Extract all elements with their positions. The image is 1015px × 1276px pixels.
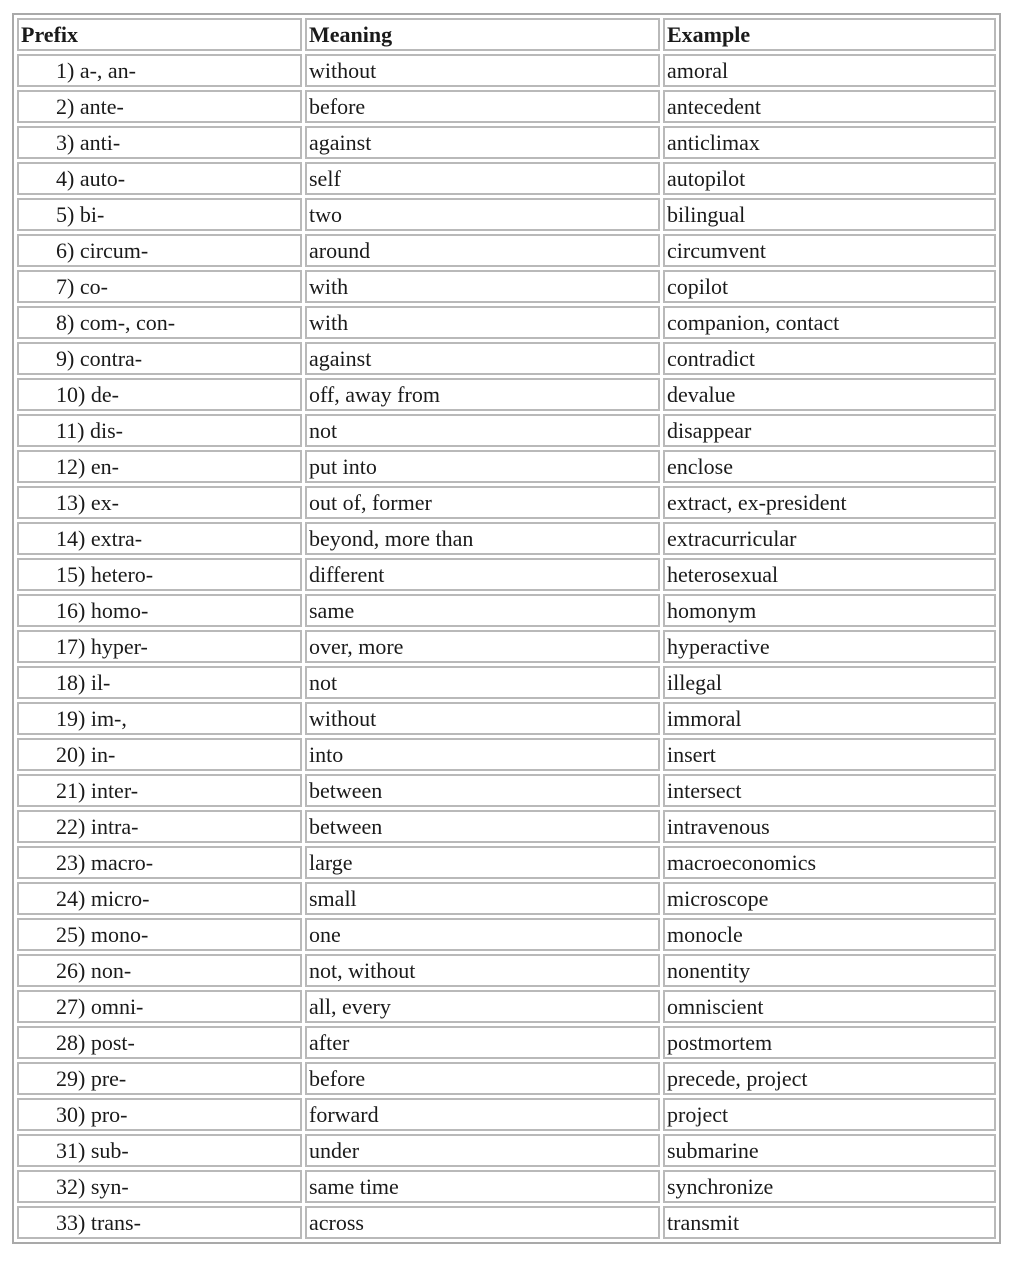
table-row xyxy=(17,234,996,267)
prefix-cell: 26) non- xyxy=(17,954,302,987)
example-cell: intravenous xyxy=(663,810,996,843)
meaning-cell: against xyxy=(305,126,660,159)
table-row xyxy=(17,846,996,879)
table-row xyxy=(17,810,996,843)
table-row xyxy=(17,1170,996,1203)
meaning-cell: before xyxy=(305,90,660,123)
prefix-cell: 14) extra- xyxy=(17,522,302,555)
meaning-cell: across xyxy=(305,1206,660,1239)
example-cell: circumvent xyxy=(663,234,996,267)
example-cell: intersect xyxy=(663,774,996,807)
prefix-cell: 9) contra- xyxy=(17,342,302,375)
example-cell: transmit xyxy=(663,1206,996,1239)
table-row xyxy=(17,450,996,483)
example-cell: anticlimax xyxy=(663,126,996,159)
example-cell: disappear xyxy=(663,414,996,447)
table-row xyxy=(17,702,996,735)
example-cell: copilot xyxy=(663,270,996,303)
prefix-cell: 16) homo- xyxy=(17,594,302,627)
prefix-cell: 23) macro- xyxy=(17,846,302,879)
example-cell: postmortem xyxy=(663,1026,996,1059)
example-cell: project xyxy=(663,1098,996,1131)
table-row xyxy=(17,414,996,447)
prefix-cell: 33) trans- xyxy=(17,1206,302,1239)
prefix-table xyxy=(12,13,1001,1244)
table-row xyxy=(17,738,996,771)
example-cell: illegal xyxy=(663,666,996,699)
prefix-cell: 21) inter- xyxy=(17,774,302,807)
header-prefix: Prefix xyxy=(17,18,302,51)
prefix-cell: 27) omni- xyxy=(17,990,302,1023)
example-cell: companion, contact xyxy=(663,306,996,339)
prefix-cell: 3) anti- xyxy=(17,126,302,159)
example-cell: extract, ex-president xyxy=(663,486,996,519)
table-row xyxy=(17,486,996,519)
example-cell: omniscient xyxy=(663,990,996,1023)
prefix-cell: 15) hetero- xyxy=(17,558,302,591)
meaning-cell: into xyxy=(305,738,660,771)
prefix-cell: 28) post- xyxy=(17,1026,302,1059)
prefix-cell: 12) en- xyxy=(17,450,302,483)
prefix-cell: 19) im-, xyxy=(17,702,302,735)
example-cell: heterosexual xyxy=(663,558,996,591)
meaning-cell: over, more xyxy=(305,630,660,663)
example-cell: extracurricular xyxy=(663,522,996,555)
table-row xyxy=(17,54,996,87)
table-row xyxy=(17,306,996,339)
example-cell: microscope xyxy=(663,882,996,915)
header-example: Example xyxy=(663,18,996,51)
prefix-cell: 30) pro- xyxy=(17,1098,302,1131)
header-meaning: Meaning xyxy=(305,18,660,51)
table-row xyxy=(17,954,996,987)
example-cell: synchronize xyxy=(663,1170,996,1203)
table-row xyxy=(17,666,996,699)
meaning-cell: same xyxy=(305,594,660,627)
meaning-cell: small xyxy=(305,882,660,915)
prefix-cell: 7) co- xyxy=(17,270,302,303)
prefix-cell: 4) auto- xyxy=(17,162,302,195)
prefix-cell: 8) com-, con- xyxy=(17,306,302,339)
meaning-cell: not xyxy=(305,666,660,699)
table-row xyxy=(17,1026,996,1059)
prefix-cell: 2) ante- xyxy=(17,90,302,123)
prefix-cell: 32) syn- xyxy=(17,1170,302,1203)
meaning-cell: between xyxy=(305,810,660,843)
example-cell: enclose xyxy=(663,450,996,483)
table-row xyxy=(17,774,996,807)
meaning-cell: out of, former xyxy=(305,486,660,519)
meaning-cell: against xyxy=(305,342,660,375)
meaning-cell: under xyxy=(305,1134,660,1167)
prefix-cell: 20) in- xyxy=(17,738,302,771)
table-row xyxy=(17,270,996,303)
meaning-cell: without xyxy=(305,54,660,87)
meaning-cell: forward xyxy=(305,1098,660,1131)
example-cell: devalue xyxy=(663,378,996,411)
example-cell: macroeconomics xyxy=(663,846,996,879)
table-row xyxy=(17,1098,996,1131)
prefix-cell: 5) bi- xyxy=(17,198,302,231)
meaning-cell: with xyxy=(305,270,660,303)
table-row xyxy=(17,522,996,555)
example-cell: submarine xyxy=(663,1134,996,1167)
table-row xyxy=(17,1206,996,1239)
meaning-cell: without xyxy=(305,702,660,735)
example-cell: precede, project xyxy=(663,1062,996,1095)
table-row xyxy=(17,198,996,231)
meaning-cell: one xyxy=(305,918,660,951)
table-row xyxy=(17,990,996,1023)
meaning-cell: put into xyxy=(305,450,660,483)
example-cell: contradict xyxy=(663,342,996,375)
prefix-cell: 25) mono- xyxy=(17,918,302,951)
meaning-cell: not xyxy=(305,414,660,447)
meaning-cell: off, away from xyxy=(305,378,660,411)
table-row xyxy=(17,594,996,627)
table-row xyxy=(17,126,996,159)
table-row xyxy=(17,378,996,411)
table-row xyxy=(17,90,996,123)
prefix-cell: 6) circum- xyxy=(17,234,302,267)
table-row xyxy=(17,342,996,375)
table-row xyxy=(17,1134,996,1167)
example-cell: immoral xyxy=(663,702,996,735)
meaning-cell: different xyxy=(305,558,660,591)
table-row xyxy=(17,1062,996,1095)
example-cell: bilingual xyxy=(663,198,996,231)
table-row xyxy=(17,162,996,195)
meaning-cell: with xyxy=(305,306,660,339)
meaning-cell: same time xyxy=(305,1170,660,1203)
example-cell: amoral xyxy=(663,54,996,87)
table-body xyxy=(17,54,996,1239)
prefix-cell: 10) de- xyxy=(17,378,302,411)
prefix-cell: 24) micro- xyxy=(17,882,302,915)
prefix-cell: 11) dis- xyxy=(17,414,302,447)
meaning-cell: between xyxy=(305,774,660,807)
meaning-cell: all, every xyxy=(305,990,660,1023)
example-cell: insert xyxy=(663,738,996,771)
table-row xyxy=(17,630,996,663)
table-row xyxy=(17,558,996,591)
prefix-cell: 31) sub- xyxy=(17,1134,302,1167)
prefix-cell: 18) il- xyxy=(17,666,302,699)
example-cell: autopilot xyxy=(663,162,996,195)
example-cell: hyperactive xyxy=(663,630,996,663)
meaning-cell: around xyxy=(305,234,660,267)
meaning-cell: after xyxy=(305,1026,660,1059)
table-row xyxy=(17,882,996,915)
header-row xyxy=(17,18,996,51)
meaning-cell: before xyxy=(305,1062,660,1095)
prefix-cell: 1) a-, an- xyxy=(17,54,302,87)
meaning-cell: beyond, more than xyxy=(305,522,660,555)
meaning-cell: two xyxy=(305,198,660,231)
meaning-cell: large xyxy=(305,846,660,879)
example-cell: nonentity xyxy=(663,954,996,987)
example-cell: homonym xyxy=(663,594,996,627)
meaning-cell: not, without xyxy=(305,954,660,987)
example-cell: monocle xyxy=(663,918,996,951)
example-cell: antecedent xyxy=(663,90,996,123)
prefix-cell: 17) hyper- xyxy=(17,630,302,663)
meaning-cell: self xyxy=(305,162,660,195)
table-row xyxy=(17,918,996,951)
prefix-cell: 13) ex- xyxy=(17,486,302,519)
prefix-cell: 22) intra- xyxy=(17,810,302,843)
prefix-cell: 29) pre- xyxy=(17,1062,302,1095)
